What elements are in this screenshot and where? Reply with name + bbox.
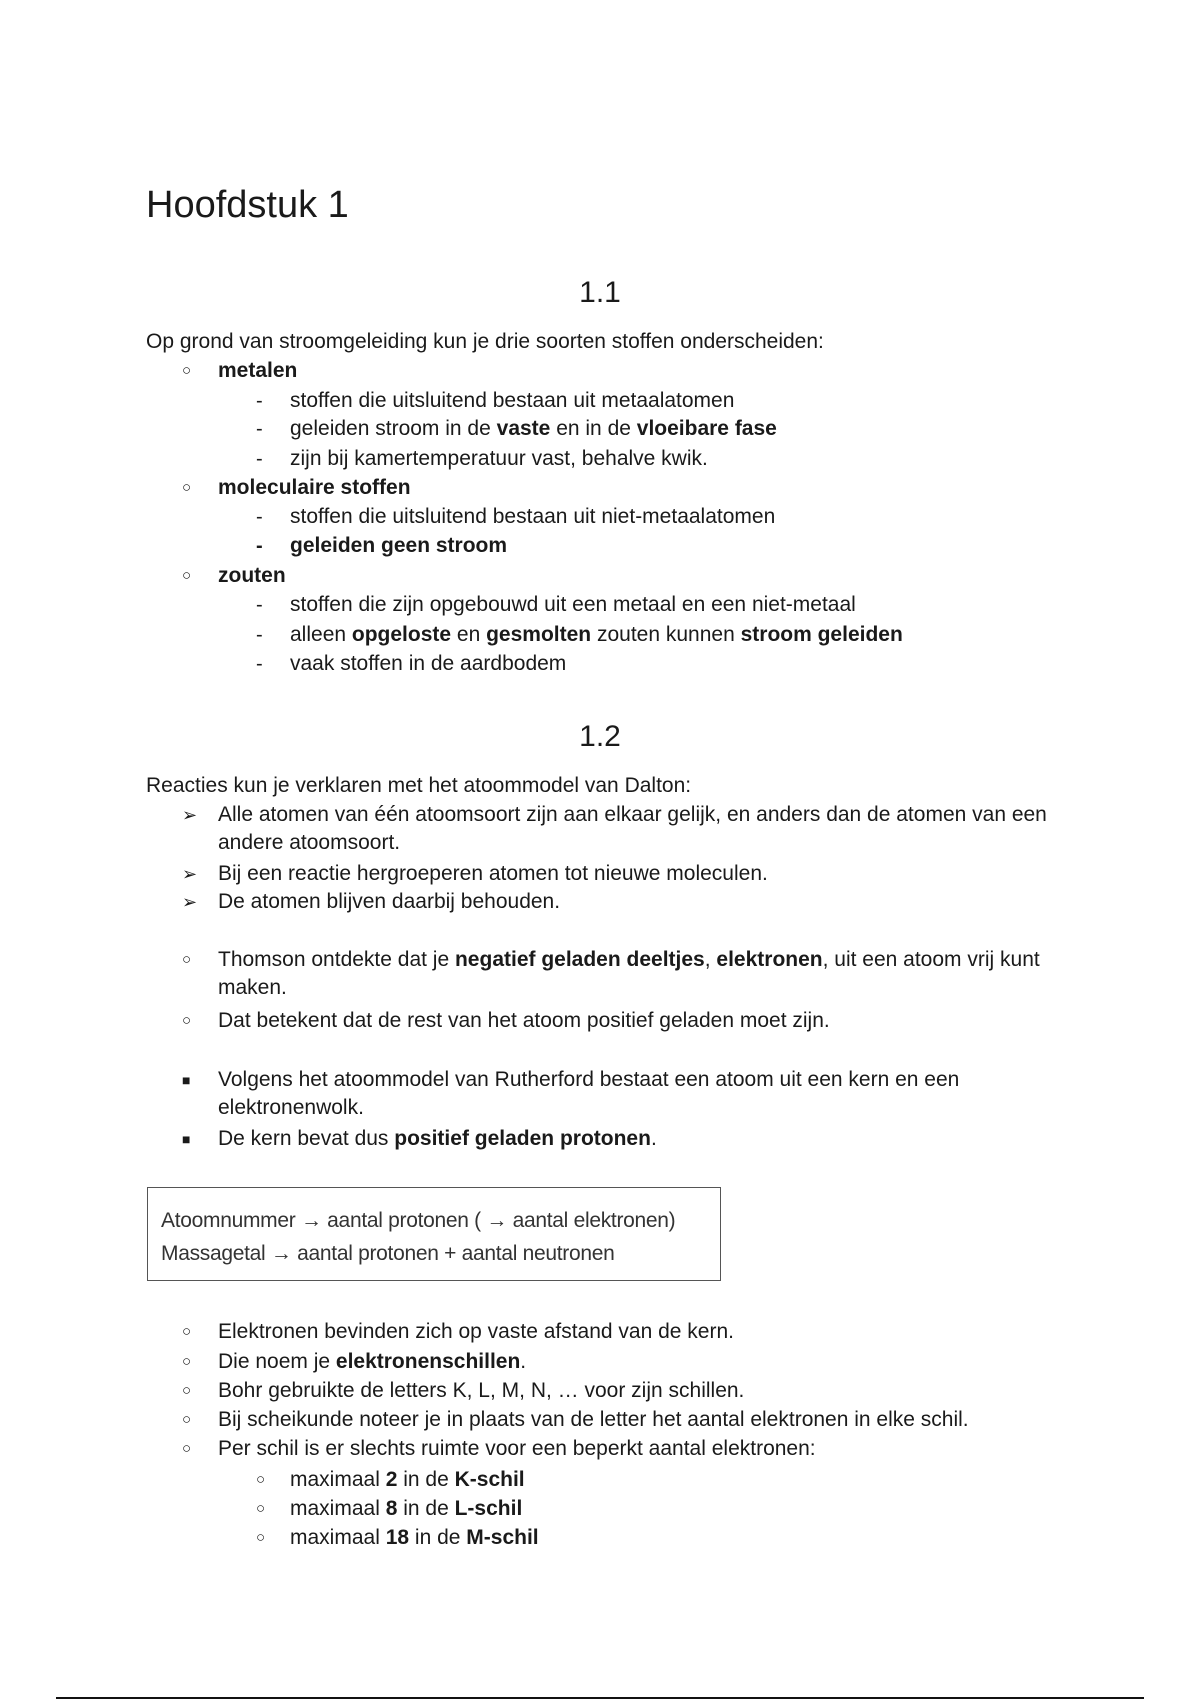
circle-bullet-icon: ○ bbox=[256, 1529, 266, 1546]
square-bullet-icon: ■ bbox=[182, 1072, 191, 1088]
circle-bullet-icon: ○ bbox=[182, 1323, 192, 1340]
page-title: Hoofdstuk 1 bbox=[146, 184, 349, 226]
list-item-moleculaire-stoffen: ○ moleculaire stoffen bbox=[218, 474, 411, 502]
formula-atoomnummer: Atoomnummer → aantal protonen ( → aantal elektronen) bbox=[161, 1209, 676, 1232]
list-item-dalton-1: ➢ Alle atomen van één atoomsoort zijn aan elkaar gelijk, en anders dan de atomen van een andere atoomsoort. bbox=[182, 803, 1047, 854]
list-item-bohr-5: ○ Per schil is er slechts ruimte voor een beperkt aantal elektronen: bbox=[218, 1435, 816, 1463]
circle-bullet-icon: ○ bbox=[182, 479, 192, 496]
circle-bullet-icon: ○ bbox=[182, 1012, 192, 1029]
list-item-thomson-1: ○ Thomson ontdekte dat je negatief geladen deeltjes, elektronen, uit een atoom vrij kunt maken. bbox=[182, 948, 1040, 999]
list-item: - alleen opgeloste en gesmolten zouten kunnen stroom geleiden bbox=[290, 621, 903, 649]
circle-bullet-icon: ○ bbox=[182, 362, 192, 379]
list-item-dalton-3: ➢ De atomen blijven daarbij behouden. bbox=[218, 888, 560, 916]
section-heading-1-1: 1.1 bbox=[579, 276, 621, 309]
formula-massagetal: Massagetal → aantal protonen + aantal neutronen bbox=[161, 1242, 615, 1265]
list-item-zouten: ○ zouten bbox=[218, 562, 286, 590]
arrow-bullet-icon: ➢ bbox=[182, 864, 198, 884]
formula-box bbox=[147, 1187, 721, 1281]
dash-bullet-icon: - bbox=[256, 448, 263, 470]
dash-bullet-icon: - bbox=[256, 390, 263, 412]
dash-bullet-icon: - bbox=[256, 418, 263, 440]
list-item: - zijn bij kamertemperatuur vast, behalve kwik. bbox=[290, 445, 708, 473]
list-item-k-schil: ○ maximaal 2 in de K-schil bbox=[290, 1466, 525, 1494]
section-heading-1-2: 1.2 bbox=[579, 720, 621, 753]
dash-bullet-icon: - bbox=[256, 594, 263, 616]
list-item-thomson-2: ○ Dat betekent dat de rest van het atoom positief geladen moet zijn. bbox=[218, 1007, 830, 1035]
arrow-bullet-icon: ➢ bbox=[182, 805, 198, 825]
circle-bullet-icon: ○ bbox=[182, 951, 192, 968]
circle-bullet-icon: ○ bbox=[256, 1471, 266, 1488]
list-item: - vaak stoffen in de aardbodem bbox=[290, 650, 566, 678]
list-item-bohr-2: ○ Die noem je elektronenschillen. bbox=[218, 1348, 526, 1376]
circle-bullet-icon: ○ bbox=[182, 1440, 192, 1457]
list-item-m-schil: ○ maximaal 18 in de M-schil bbox=[290, 1524, 539, 1552]
section-1-2-intro: Reacties kun je verklaren met het atoommodel van Dalton: bbox=[146, 774, 692, 797]
dash-bullet-icon: - bbox=[256, 624, 263, 646]
circle-bullet-icon: ○ bbox=[182, 1382, 192, 1399]
circle-bullet-icon: ○ bbox=[182, 1411, 192, 1428]
list-item: - geleiden geen stroom bbox=[290, 532, 507, 560]
list-item-rutherford-2: ■ De kern bevat dus positief geladen protonen. bbox=[218, 1125, 657, 1153]
list-item: - stoffen die uitsluitend bestaan uit metaalatomen bbox=[290, 387, 734, 415]
list-item: - stoffen die uitsluitend bestaan uit niet-metaalatomen bbox=[290, 503, 775, 531]
list-item-bohr-4: ○ Bij scheikunde noteer je in plaats van de letter het aantal elektronen in elke schil. bbox=[218, 1406, 969, 1434]
bottom-divider bbox=[56, 1697, 1144, 1699]
circle-bullet-icon: ○ bbox=[182, 567, 192, 584]
list-item-bohr-3: ○ Bohr gebruikte de letters K, L, M, N, … voor zijn schillen. bbox=[218, 1377, 744, 1405]
square-bullet-icon: ■ bbox=[182, 1131, 191, 1147]
circle-bullet-icon: ○ bbox=[256, 1500, 266, 1517]
list-item-l-schil: ○ maximaal 8 in de L-schil bbox=[290, 1495, 522, 1523]
list-item: - geleiden stroom in de vaste en in de vloeibare fase bbox=[290, 415, 777, 443]
list-item: - stoffen die zijn opgebouwd uit een metaal en een niet-metaal bbox=[290, 591, 856, 619]
list-item-dalton-2: ➢ Bij een reactie hergroeperen atomen tot nieuwe moleculen. bbox=[218, 860, 768, 888]
list-item-rutherford-1: ■ Volgens het atoommodel van Rutherford bestaat een atoom uit een kern en een elektronenwolk. bbox=[182, 1068, 960, 1119]
circle-bullet-icon: ○ bbox=[182, 1353, 192, 1370]
dash-bullet-icon: - bbox=[256, 535, 263, 557]
list-item-metalen: ○ metalen bbox=[218, 357, 297, 385]
dash-bullet-icon: - bbox=[256, 506, 263, 528]
list-item-bohr-1: ○ Elektronen bevinden zich op vaste afstand van de kern. bbox=[218, 1318, 734, 1346]
section-1-1-intro: Op grond van stroomgeleiding kun je drie soorten stoffen onderscheiden: bbox=[146, 330, 824, 353]
dash-bullet-icon: - bbox=[256, 653, 263, 675]
arrow-bullet-icon: ➢ bbox=[182, 892, 198, 912]
